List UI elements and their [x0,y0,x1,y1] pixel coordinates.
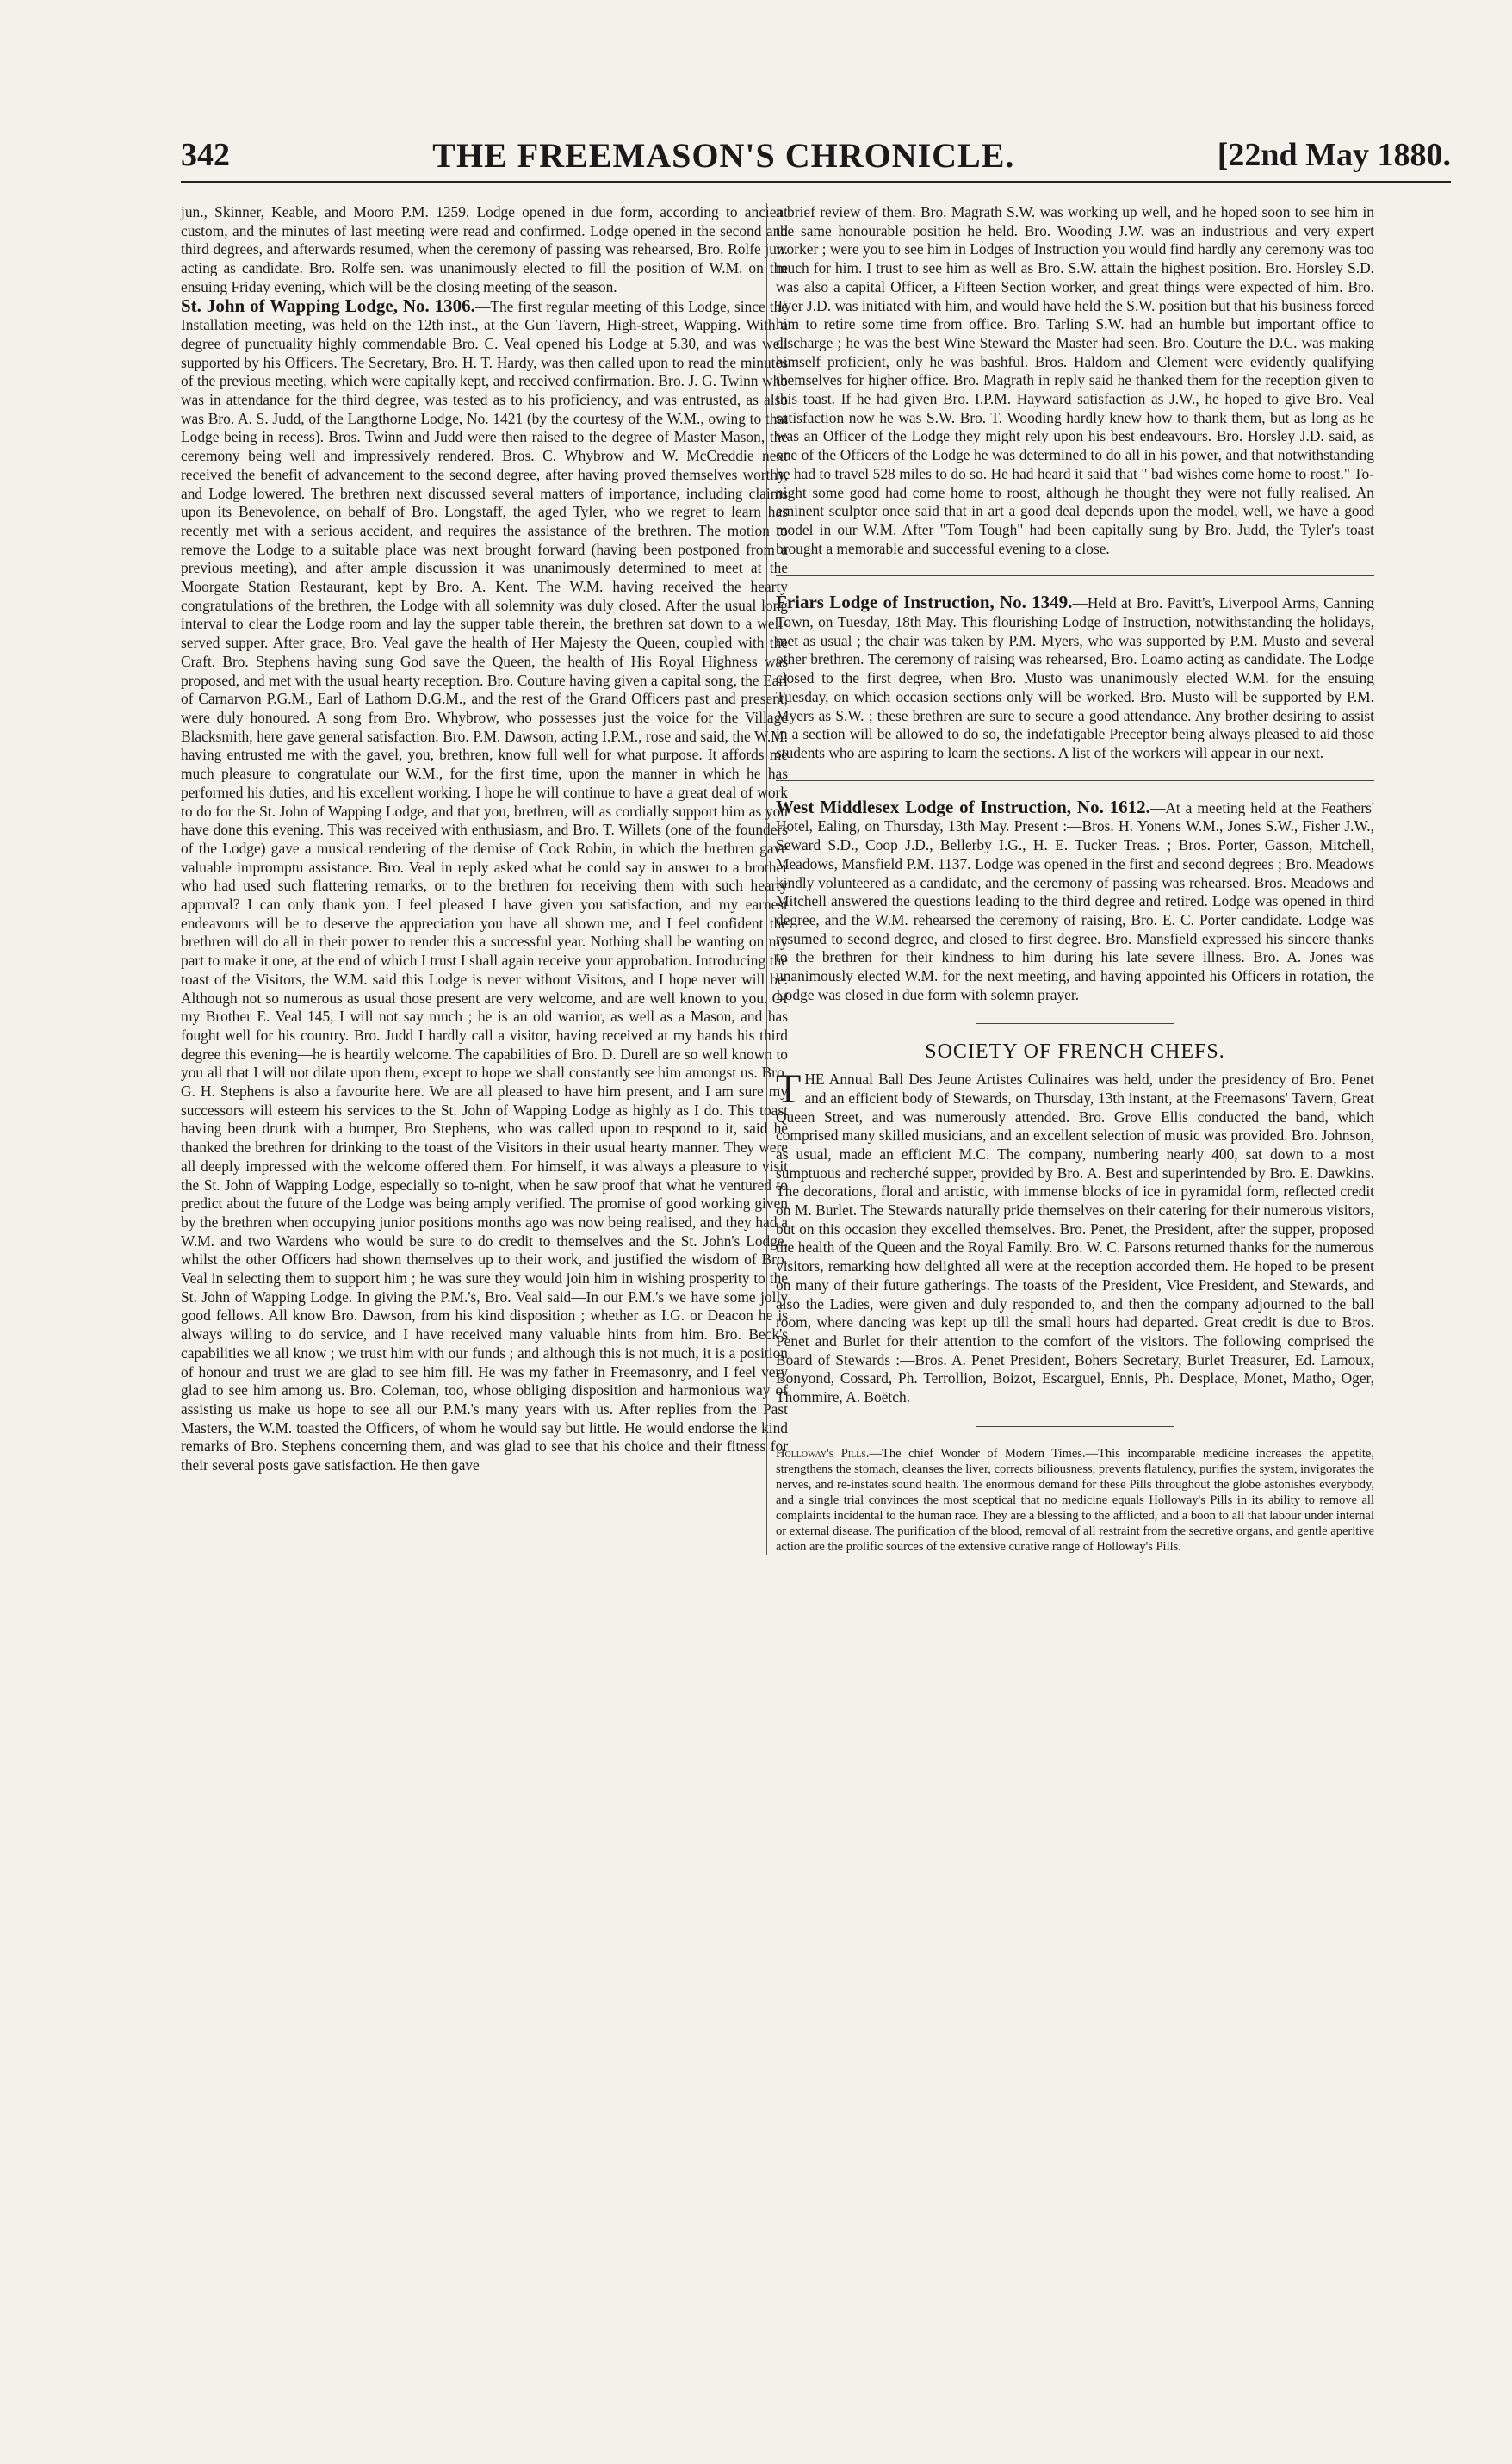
divider [976,1426,1174,1427]
divider [776,575,1374,576]
right-column [766,203,1374,1555]
page-header [181,129,1451,183]
article-continuation: a brief review of them. Bro. Magrath S.W. was working up well, and he hoped soon to see him in the same honourable position he held. Bro. Wooding J.W. was an industrious and very expert worker ; were you to see him in Lodges of Instruction you would find hardly any ceremony was too much for him. I trust to see him as well as Bro. S.W. attain the highest position. Bro. Horsley S.D. was also a capital Officer, a Fifteen Section worker, and great things were expected of him. Bro. Tyer J.D. was initiated with him, and would have held the S.W. position but that his business forced him to retire some time from office. Bro. Tarling S.W. had an humble but important office to discharge ; he was the best Wine Steward the Master had seen. Bro. Couture the D.C. was making himself proficient, only he was bashful. Bros. Haldom and Clement were evidently qualifying themselves for higher office. Bro. Magrath in reply said he thanked them for the reception given to this toast. If he had given Bro. I.P.M. Hayward satisfaction as J.W., he hoped to give Bro. Veal satisfaction now he was S.W. Bro. T. Wooding hardly knew how to thank them, but as long as he was an Officer of the Lodge they might rely upon his best endeavours. Bro. Horsley J.D. said, as one of the Officers of the Lodge he was determined to do all in his power, and that notwithstanding he had to travel 528 miles to do so. He had heard it said that " bad wishes come home to roost." To-night some good had come home to roost, although he thought they were not fully realised. An eminent sculptor once said that in art a good deal depends upon the model, well, we have a good model in our W.M. After "Tom Tough" had been capitally sung by Bro. Judd, the Tyler's toast brought a memorable and successful evening to a close. [776,203,1374,557]
divider [776,780,1374,781]
issue-date: [22nd May 1880. [1217,137,1451,173]
article-body: —The first regular meeting of this Lodge, since the Installation meeting, was held on the 12th inst., at the Gun Tavern, High-street, Wapping. With a degree of punctuality highly commendable Bro. C. Veal opened his Lodge at 5.30, and was well supported by his Officers. The Secretary, Bro. H. T. Hardy, was then called upon to read the minutes of the previous meeting, which were capitally kept, and received confirmation. Bro. J. G. Twinn who was in attendance for the third degree, was tested as to his proficiency, and was entrusted, as also was Bro. A. S. Judd, of the Langthorne Lodge, No. 1421 (by the courtesy of the W.M., owing to that Lodge being in recess). Bros. Twinn and Judd were then raised to the degree of Master Mason, the ceremony being well and impressively rendered. Bros. C. Whybrow and W. McCreddie next received the benefit of advancement to the second degree, after having proved themselves worthy, and Lodge lowered. The brethren next discussed several matters of importance, including claims upon its Benevolence, on behalf of Bro. Longstaff, the aged Tyler, who we regret to learn has recently met with a serious accident, and requires the assistance of the brethren. The motion to remove the Lodge to a suitable place was next brought forward (having been postponed from a previous meeting), and after ample discussion it was unanimously determined to meet at the Moorgate Station Restaurant, kept by Bro. A. Kent. The W.M. having received the hearty congratulations of the brethren, the Lodge with all solemnity was duly closed. After the usual long interval to clear the Lodge room and lay the supper table therein, the brethren sat down to a well-served supper. After grace, Bro. Veal gave the health of Her Majesty the Queen, coupled with the Craft. Bro. Stephens having sung God save the Queen, the health of His Royal Highness was proposed, and met with the usual hearty reception. Bro. Couture having given a capital song, the Earl of Carnarvon P.G.M., Earl of Lathom D.G.M., and the rest of the Grand Officers past and present, were duly honoured. A song from Bro. Whybrow, who possesses just the voice for the Village Blacksmith, here gave general satisfaction. Bro. P.M. Dawson, acting I.P.M., rose and said, the W.M. having entrusted me with the gavel, you, brethren, know full well for what purpose. It affords me much pleasure to congratulate our W.M., for the first time, upon the manner in which he has performed his duties, and his excellent working. I hope he will continue to have a great deal of work to do for the St. John of Wapping Lodge, and that you, brethren, will as cordially support him as you have done this evening. This was received with enthusiasm, and Bro. T. Willets (one of the founders of the Lodge) gave a musical rendering of the demise of Cock Robin, in which the brethren gave valuable impromptu assistance. Bro. Veal in reply asked what he could say in answer to a brother who had used such flattering remarks, or to the brethren for receiving them with such hearty approval? I can only thank you. I feel pleased I have given you satisfaction, and my earnest endeavours will be to deserve the appreciation you have all shown me, and I feel confident the brethren will do all in their power to render this a successful year. Nothing shall be wanting on my part to make it one, at the end of which I trust I shall again receive your approbation. Introducing the toast of the Visitors, the W.M. said this Lodge is never without Visitors, and I hope never will be. Although not so numerous as usual those present are very welcome, and are well known to you. Of my Brother E. Veal 145, I will not say much ; he is an old warrior, as well as a Mason, and has fought well for his country. Bro. Judd I hardly call a visitor, having received at my hands his third degree this evening—he is heartily welcome. The capabilities of Bro. D. Durell are so well known to you all that I will not dilate upon them, except to hope we shall constantly see him amongst us. Bro. G. H. Stephens is also a favourite here. We are all pleased to have him present, and I am sure my successors will esteem his services to the St. John of Wapping Lodge as highly as I do. This toast having been drunk with a bumper, Bro Stephens, who was called upon to respond to it, said he thanked the brethren for drinking to the toast of the Visitors in their usual hearty manner. They were all deeply impressed with the welcome offered them. For himself, it was always a pleasure to visit the St. John of Wapping Lodge, especially so to-night, when he saw proof that what he ventured to predict about the future of the Lodge was being amply verified. The promise of good working given by the brethren when occupying junior positions months ago was now being realised, and they had a W.M. and two Wardens who would be sure to do credit to themselves and the St. John's Lodge, whilst the other Officers had shown themselves up to their work, and justified the wisdom of Bro. Veal in selecting them to support him ; he was sure they would join him in wishing prosperity to the St. John of Wapping Lodge. In giving the P.M.'s, Bro. Veal said—In our P.M.'s we have some jolly good fellows. All know Bro. Dawson, from his kind disposition ; whether as I.G. or Deacon he is always willing to do service, and I have received many valuable hints from him. Bro. Beck's capabilities we all know ; we trust him with our funds ; and although this is not much, it is a position of honour and trust we are glad to see him fill. He was my father in Freemasonry, and I feel very glad to see him among us. Bro. Coleman, too, whose obliging disposition and harmonious way of assisting us make us hope to see all our P.M.'s many years with us. After replies from the Past Masters, the W.M. toasted the Officers, of whom he would say but little. He would endorse the kind remarks of Bro. Stephens concerning them, and was glad to see that his choice and their fitness for their several posts gave satisfaction. He then gave [181,297,788,1474]
article-heading: St. John of Wapping Lodge, No. 1306. [181,295,475,316]
page-number: 342 [181,137,230,173]
article-french-chefs [776,1066,1374,1407]
section-title: SOCIETY OF FRENCH CHEFS. [925,1040,1225,1064]
left-column [181,203,788,1475]
article-heading: West Middlesex Lodge of Instruction, No. 1612. [776,796,1150,817]
article-body: —At a meeting held at the Feathers' Hotel, Ealing, on Thursday, 13th May. Present :—Bros. H. Yonens W.M., Jones S.W., Fisher J.W., Seward S.D., Coop J.D., Bellerby I.G., H. E. Tucker Treas. ; Bros. Porter, Gasson, Mitchell, Meadows, Mansfield P.M. 1137. Lodge was opened in the first and second degrees ; Bro. Meadows kindly volunteered as a candidate, and the ceremony of passing was rehearsed. Bros. Meadows and Mitchell answered the questions leading to the third degree and retired. Lodge was opened in third degree, and the W.M. rehearsed the ceremony of raising, Bro. E. C. Porter candidate. Lodge was resumed to second degree, and closed to first degree. Bro. Mansfield expressed his sincere thanks to the brethren for their kindness to him during his late severe illness. Bro. A. Jones was unanimously elected W.M. for the next meeting, and having appointed his Officers in rotation, the Lodge was closed in due form with solemn prayer. [776,798,1375,1003]
article-continuation: jun., Skinner, Keable, and Mooro P.M. 1259. Lodge opened in due form, according to ancient custom, and the minutes of last meeting were read and confirmed. Lodge opened in the second and third degrees, and afterwards resumed, when the ceremony of passing was rehearsed, Bro. Rolfe jun. acting as candidate. Bro. Rolfe sen. was unanimously elected to fill the position of W.M. on the ensuing Friday evening, which will be the closing meeting of the season. [181,203,788,295]
article-wapping-lodge [181,297,788,1475]
article-body: HE Annual Ball Des Jeune Artistes Culinaires was held, under the presidency of Bro. Penet and an efficient body of Stewards, on Thursday, 13th instant, at the Freemasons' Tavern, Great Queen Street, and was numerously attended. Bro. Grove Ellis conducted the band, which comprised many skilled musicians, and an excellent selection of music was provided. Bro. Johnson, as usual, made an efficient M.C. The company, numbering nearly 400, sat down to a most sumptuous and recherché supper, provided by Bro. A. Best and superintended by Bro. E. Dawkins. The decorations, floral and artistic, with immense blocks of ice in pyramidal form, reflected credit on M. Burlet. The Stewards naturally pride themselves on their catering for their numerous visitors, but on this occasion they excelled themselves. Bro. Penet, the President, after the supper, proposed the health of the Queen and the Royal Family. Bro. W. C. Parsons returned thanks for the numerous visitors, remarking how delighted all were at the reception accorded them. He hoped to be present on many of their future gatherings. The toasts of the President, Vice President, and Stewards, and also the Ladies, were given and duly responded to, and then the company adjourned to the ball room, where dancing was kept up till the small hours had departed. Great credit is due to Bros. Penet and Burlet for their attention to the comfort of the visitors. The following comprised the Board of Stewards :—Bros. A. Penet President, Bohers Secretary, Burlet Treasurer, Ed. Lamoux, Bonyond, Cossard, Ph. Terrollion, Boizot, Escarguel, Ennis, Ph. Desplace, Monet, Matho, Oger, Thommire, A. Boëtch. [776,1071,1374,1406]
divider [976,1023,1174,1024]
drop-cap: T [776,1066,802,1113]
advert-body: —The chief Wonder of Modern Times.—This incomparable medicine increases the appetite, strengthens the stomach, cleanses the liver, corrects biliousness, prevents flatulency, purifies the system, invigorates the nerves, and re-instates sound health. The enormous demand for these Pills throughout the globe astonishes everybody, and a single trial convinces the most sceptical that no medicine equals Holloway's Pills in its ability to remove all complaints incidental to the human race. They are a blessing to the afflicted, and a boon to all that labour under internal or external disease. The purification of the blood, removal of all restraint from the secretive organs, and gentle aperitive action are the prolific sources of the extensive curative range of Holloway's Pills. [776,1446,1374,1554]
article-friars-lodge [776,593,1374,762]
article-west-middlesex-lodge [776,798,1374,1005]
publication-title: THE FREEMASON'S CHRONICLE. [432,135,1015,175]
advert-lead: Holloway's Pills. [776,1446,870,1461]
article-body: —Held at Bro. Pavitt's, Liverpool Arms, Canning Town, on Tuesday, 18th May. This flourishing Lodge of Instruction, notwithstanding the holidays, met as usual ; the chair was taken by P.M. Myers, who was supported by P.M. Musto and several other brethren. The ceremony of raising was rehearsed, Bro. Loamo acting as candidate. The Lodge closed to the first degree, when Bro. Musto was unanimously elected W.M. for the ensuing Tuesday, on which occasion sections only will be worked. Bro. Musto will be supported by P.M. Myers as S.W. ; these brethren are sure to secure a good attendance. Any brother desiring to assist in a section will be allowed to do so, the indefatigable Preceptor being always pleased to aid those students who are aspiring to learn the sections. A list of the workers will appear in our next. [776,594,1374,761]
advertisement [776,1446,1374,1555]
article-heading: Friars Lodge of Instruction, No. 1349. [776,592,1073,613]
